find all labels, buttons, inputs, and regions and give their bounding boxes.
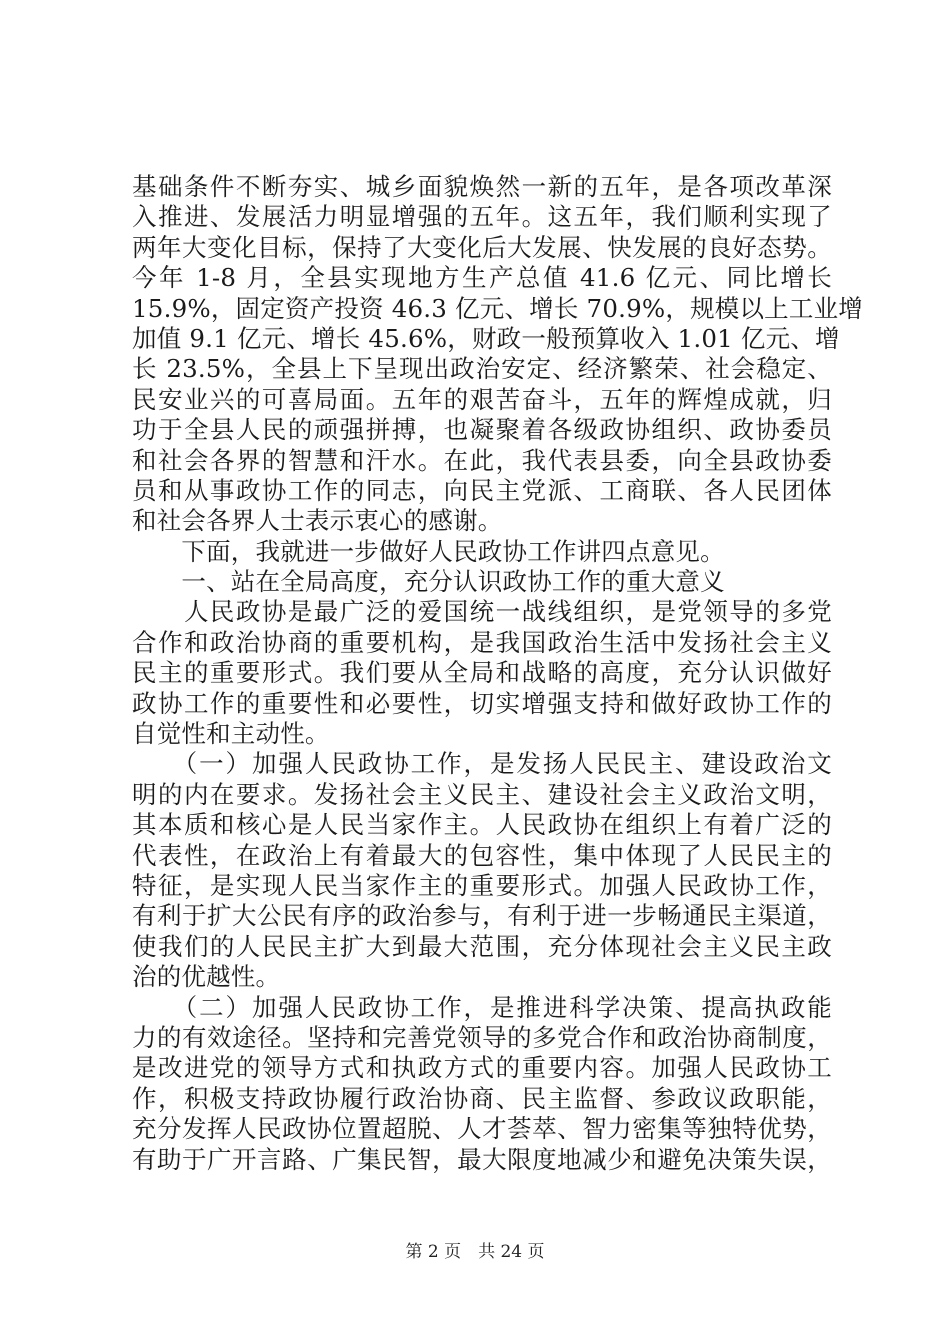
text-line: 代表性，在政治上有着最大的包容性，集中体现了人民民主的 (132, 840, 832, 870)
text-line: 入推进、发展活力明显增强的五年。这五年，我们顺利实现了 (132, 202, 832, 232)
text-line: 充分发挥人民政协位置超脱、人才荟萃、智力密集等独特优势， (132, 1114, 832, 1144)
text-line: 下面，我就进一步做好人民政协工作讲四点意见。 (132, 536, 725, 566)
text-line: 明的内在要求。发扬社会主义民主、建设社会主义政治文明， (132, 779, 832, 809)
text-line: 15.9%，固定资产投资 46.3 亿元、增长 70.9%，规模以上工业增 (132, 293, 863, 323)
text-line: 其本质和核心是人民当家作主。人民政协在组织上有着广泛的 (132, 810, 832, 840)
text-line: 政协工作的重要性和必要性，切实增强支持和做好政协工作的 (132, 688, 832, 718)
text-line: 特征，是实现人民当家作主的重要形式。加强人民政协工作， (132, 870, 832, 900)
text-line: 合作和政治协商的重要机构，是我国政治生活中发扬社会主义 (132, 627, 832, 657)
text-line: 和社会各界的智慧和汗水。在此，我代表县委，向全县政协委 (132, 445, 832, 475)
text-line: 功于全县人民的顽强拼搏，也凝聚着各级政协组织、政协委员 (132, 415, 832, 445)
text-line: 员和从事政协工作的同志，向民主党派、工商联、各人民团体 (132, 475, 832, 505)
text-line: 作，积极支持政协履行政治协商、民主监督、参政议政职能， (132, 1083, 832, 1113)
page-footer: 第 2 页 共 24 页 (405, 1242, 545, 1262)
text-line: （一）加强人民政协工作，是发扬人民民主、建设政治文 (132, 749, 832, 779)
text-line: 今年 1-8 月，全县实现地方生产总值 41.6 亿元、同比增长 (132, 263, 832, 293)
text-line: 一、站在全局高度，充分认识政协工作的重大意义 (132, 567, 725, 597)
text-line: 使我们的人民民主扩大到最大范围，充分体现社会主义民主政 (132, 931, 832, 961)
text-line: 民安业兴的可喜局面。五年的艰苦奋斗，五年的辉煌成就，归 (132, 384, 832, 414)
text-line: 有助于广开言路、广集民智，最大限度地减少和避免决策失误， (132, 1144, 832, 1174)
text-line: 力的有效途径。坚持和完善党领导的多党合作和政治协商制度， (132, 1022, 832, 1052)
text-line: 和社会各界人士表示衷心的感谢。 (132, 506, 503, 536)
text-line: 人民政协是最广泛的爱国统一战线组织，是党领导的多党 (132, 597, 832, 627)
text-line: （二）加强人民政协工作，是推进科学决策、提高执政能 (132, 992, 832, 1022)
text-line: 两年大变化目标，保持了大变化后大发展、快发展的良好态势。 (132, 232, 832, 262)
text-line: 治的优越性。 (132, 962, 281, 992)
text-line: 基础条件不断夯实、城乡面貌焕然一新的五年，是各项改革深 (132, 172, 832, 201)
text-line: 民主的重要形式。我们要从全局和战略的高度，充分认识做好 (132, 658, 832, 688)
text-line: 有利于扩大公民有序的政治参与，有利于进一步畅通民主渠道， (132, 901, 832, 931)
document-body (132, 172, 863, 1175)
text-line: 长 23.5%，全县上下呈现出政治安定、经济繁荣、社会稳定、 (132, 354, 832, 384)
text-line: 自觉性和主动性。 (132, 719, 330, 749)
text-line: 是改进党的领导方式和执政方式的重要内容。加强人民政协工 (132, 1053, 832, 1083)
text-line: 加值 9.1 亿元、增长 45.6%，财政一般预算收入 1.01 亿元、增 (132, 323, 840, 353)
